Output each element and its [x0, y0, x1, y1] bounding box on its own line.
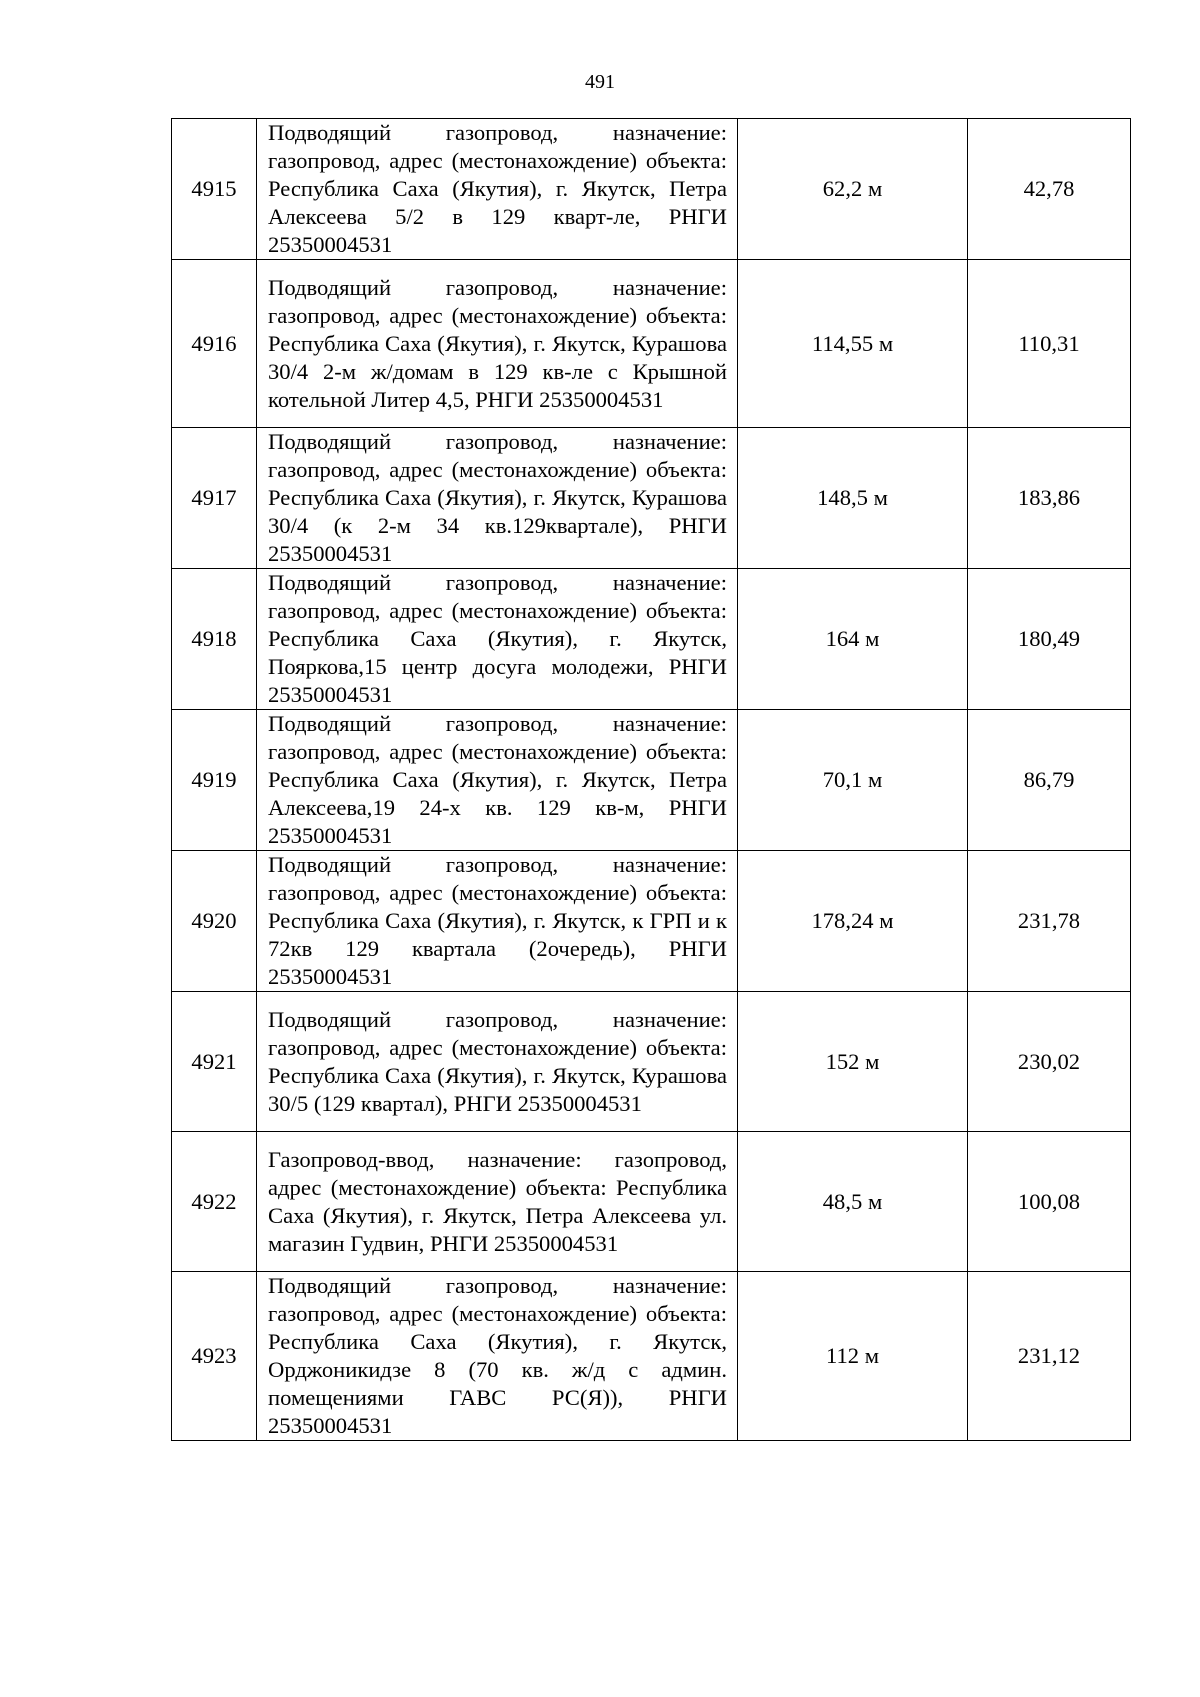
table-row: [172, 710, 1131, 851]
row-number: 4919: [172, 710, 257, 851]
table-row: [172, 428, 1131, 569]
table-row: [172, 851, 1131, 992]
object-length: 178,24 м: [738, 851, 968, 992]
table-row: [172, 569, 1131, 710]
row-number: 4921: [172, 992, 257, 1132]
row-number: 4917: [172, 428, 257, 569]
table-row: [172, 1272, 1131, 1441]
row-number: 4918: [172, 569, 257, 710]
row-number: 4916: [172, 260, 257, 428]
table-row: [172, 992, 1131, 1132]
object-length: 152 м: [738, 992, 968, 1132]
object-value: 42,78: [968, 119, 1131, 260]
object-value: 231,12: [968, 1272, 1131, 1441]
object-description: Газопровод-ввод, назначение: газопровод, адрес (местонахождение) объекта: Республика Саха (Якутия), г. Якутск, Петра Алексеева ул. магазин Гудвин, РНГИ 25350004531: [257, 1132, 738, 1272]
object-length: 62,2 м: [738, 119, 968, 260]
row-number: 4915: [172, 119, 257, 260]
object-value: 100,08: [968, 1132, 1131, 1272]
object-length: 148,5 м: [738, 428, 968, 569]
object-length: 70,1 м: [738, 710, 968, 851]
object-value: 86,79: [968, 710, 1131, 851]
object-description: Подводящий газопровод, назначение: газопровод, адрес (местонахождение) объекта: Республика Саха (Якутия), г. Якутск, Орджоникидзе 8 (70 кв. ж/д с админ. помещениями ГАВС РС(Я)), РНГИ 25350004531: [257, 1272, 738, 1441]
object-length: 48,5 м: [738, 1132, 968, 1272]
row-number: 4920: [172, 851, 257, 992]
object-description: Подводящий газопровод, назначение: газопровод, адрес (местонахождение) объекта: Республика Саха (Якутия), г. Якутск, Курашова 30/4 (к 2-м 34 кв.129квартале), РНГИ 25350004531: [257, 428, 738, 569]
object-description: Подводящий газопровод, назначение: газопровод, адрес (местонахождение) объекта: Республика Саха (Якутия), г. Якутск, Петра Алексеева,19 24-х кв. 129 кв-м, РНГИ 25350004531: [257, 710, 738, 851]
object-description: Подводящий газопровод, назначение: газопровод, адрес (местонахождение) объекта: Республика Саха (Якутия), г. Якутск, Курашова 30/4 2-м ж/домам в 129 кв-ле с Крышной котельной Литер 4,5, РНГИ 25350004531: [257, 260, 738, 428]
object-description: Подводящий газопровод, назначение: газопровод, адрес (местонахождение) объекта: Республика Саха (Якутия), г. Якутск, Пояркова,15 центр досуга молодежи, РНГИ 25350004531: [257, 569, 738, 710]
object-value: 230,02: [968, 992, 1131, 1132]
object-description: Подводящий газопровод, назначение: газопровод, адрес (местонахождение) объекта: Республика Саха (Якутия), г. Якутск, Курашова 30/5 (129 квартал), РНГИ 25350004531: [257, 992, 738, 1132]
object-description: Подводящий газопровод, назначение: газопровод, адрес (местонахождение) объекта: Республика Саха (Якутия), г. Якутск, Петра Алексеева 5/2 в 129 кварт-ле, РНГИ 25350004531: [257, 119, 738, 260]
object-value: 180,49: [968, 569, 1131, 710]
table-row: [172, 119, 1131, 260]
table-row: [172, 1132, 1131, 1272]
object-value: 183,86: [968, 428, 1131, 569]
object-length: 164 м: [738, 569, 968, 710]
row-number: 4922: [172, 1132, 257, 1272]
object-length: 114,55 м: [738, 260, 968, 428]
object-description: Подводящий газопровод, назначение: газопровод, адрес (местонахождение) объекта: Республика Саха (Якутия), г. Якутск, к ГРП и к 72кв 129 квартала (2очередь), РНГИ 25350004531: [257, 851, 738, 992]
page-number: 491: [585, 71, 615, 93]
table-row: [172, 260, 1131, 428]
object-value: 110,31: [968, 260, 1131, 428]
object-length: 112 м: [738, 1272, 968, 1441]
object-value: 231,78: [968, 851, 1131, 992]
row-number: 4923: [172, 1272, 257, 1441]
registry-table: [171, 118, 1131, 1441]
